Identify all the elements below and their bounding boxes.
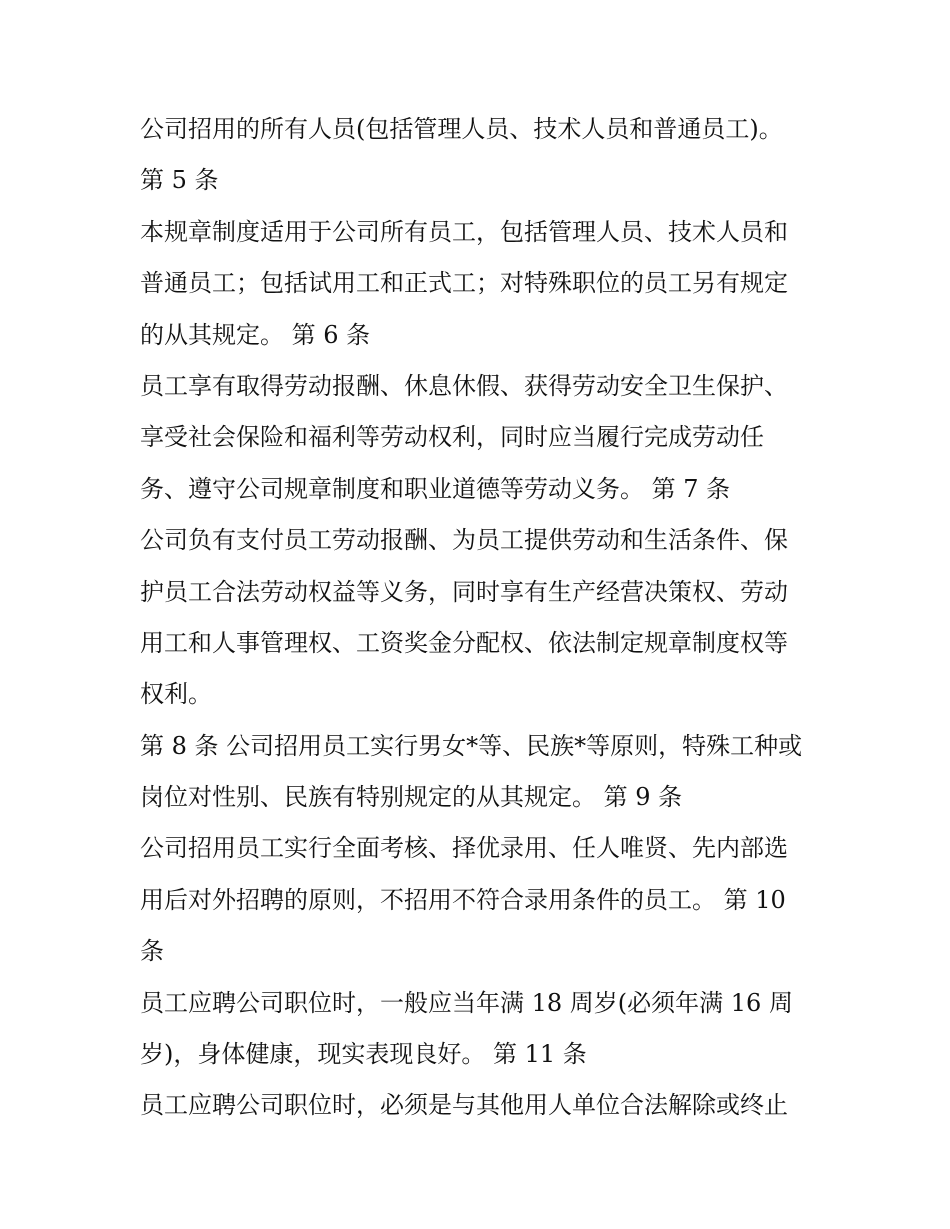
text-line: 权利。	[140, 680, 212, 709]
text-line: 公司招用员工实行全面考核、择优录用、任人唯贤、先内部选	[140, 834, 788, 863]
text-line: 护员工合法劳动权益等义务，同时享有生产经营决策权、劳动	[140, 577, 788, 606]
document-body	[140, 104, 820, 1132]
text-line: 本规章制度适用于公司所有员工，包括管理人员、技术人员和	[140, 217, 788, 246]
text-line: 员工应聘公司职位时，必须是与其他用人单位合法解除或终止	[140, 1091, 788, 1120]
text-line: 务、遵守公司规章制度和职业道德等劳动义务。 第 7 条	[140, 474, 731, 503]
text-line: 享受社会保险和福利等劳动权利，同时应当履行完成劳动任	[140, 423, 764, 452]
text-line: 岗位对性别、民族有特别规定的从其规定。 第 9 条	[140, 783, 683, 812]
text-line: 公司负有支付员工劳动报酬、为员工提供劳动和生活条件、保	[140, 526, 788, 555]
text-line: 用后对外招聘的原则，不招用不符合录用条件的员工。 第 10	[140, 885, 786, 914]
text-line: 用工和人事管理权、工资奖金分配权、依法制定规章制度权等	[140, 628, 788, 657]
text-line: 普通员工；包括试用工和正式工；对特殊职位的员工另有规定	[140, 269, 788, 298]
text-line: 条	[140, 937, 164, 966]
text-line: 第 8 条 公司招用员工实行男女*等、民族*等原则，特殊工种或	[140, 731, 803, 760]
text-line: 员工享有取得劳动报酬、休息休假、获得劳动安全卫生保护、	[140, 371, 788, 400]
text-line: 的从其规定。 第 6 条	[140, 320, 371, 349]
text-line: 第 5 条	[140, 166, 219, 195]
text-line: 岁)，身体健康，现实表现良好。 第 11 条	[140, 1040, 587, 1069]
text-line: 公司招用的所有人员(包括管理人员、技术人员和普通员工)。	[140, 115, 783, 143]
text-line: 员工应聘公司职位时，一般应当年满 18 周岁(必须年满 16 周	[140, 988, 793, 1017]
